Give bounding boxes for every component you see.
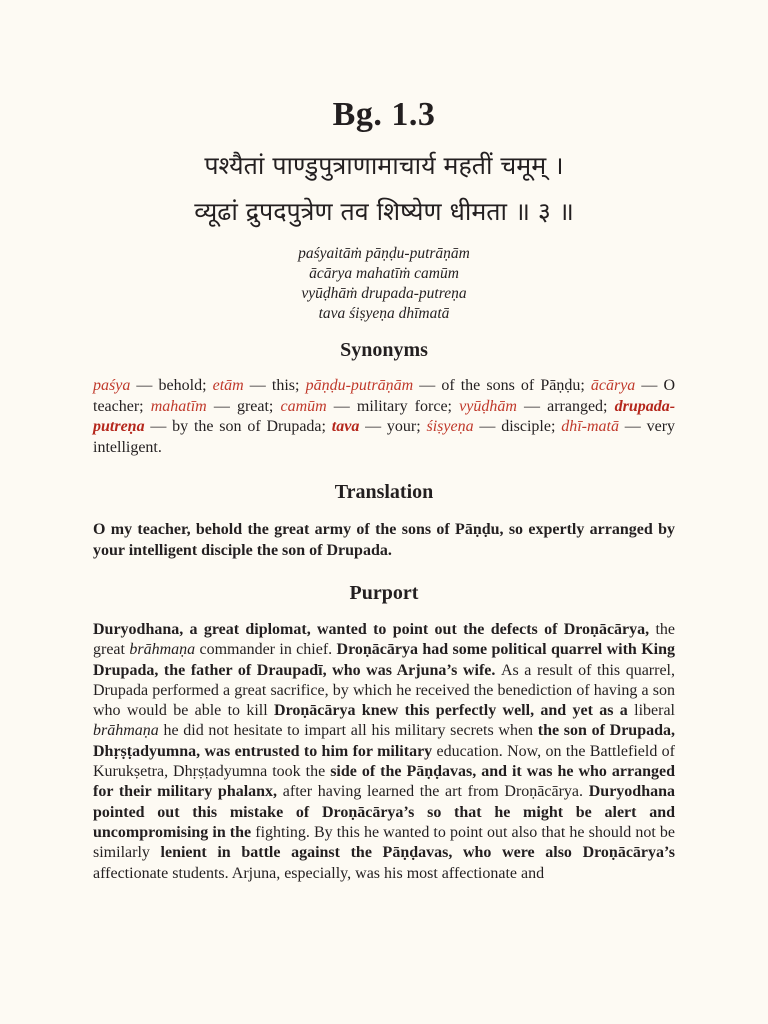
synonyms-heading: Synonyms xyxy=(340,339,428,361)
synonym-entry: dhī-matā — very intelligent. xyxy=(93,418,676,456)
synonym-entry: śiṣyeṇa — disciple; xyxy=(426,418,556,435)
purport-text-run: the son of Drupada, Dhṛṣṭadyumna, was entrusted to him for military xyxy=(93,722,675,760)
synonym-meaning: this; xyxy=(271,377,300,394)
synonym-meaning: military force; xyxy=(356,397,452,415)
synonyms-paragraph xyxy=(93,376,675,458)
purport-text-run: fighting. By this he wanted to point out also that he should not be similarly xyxy=(93,823,676,862)
synonym-word: pāṇḍu-putrāṇām xyxy=(305,377,414,394)
purport-text-run: side of the Pāṇḍavas, and it was he who arranged for their military phalanx, xyxy=(93,763,676,801)
purport-text-run: lenient in battle against the Pāṇḍavas, who were also Droṇācārya’s xyxy=(160,844,675,862)
synonym-word: dhī-matā xyxy=(561,418,619,435)
synonym-word: drupada-putreṇa xyxy=(93,397,676,435)
devanagari-line-2: व्यूढां द्रुपदपुत्रेण तव शिष्येण धीमता ॥ ३ ॥ xyxy=(194,197,574,226)
synonym-entry: vyūḍhām — arranged; xyxy=(459,397,608,415)
purport-text-run: the great xyxy=(93,621,675,659)
synonym-meaning: by the son of Drupada; xyxy=(172,418,326,435)
purport-text-run: education. Now, on the Battlefield of Kurukṣetra, Dhṛṣṭadyumna took the xyxy=(93,742,676,781)
transliteration-line: tava śiṣyeṇa dhīmatā xyxy=(318,305,450,322)
purport-text-run: commander in chief. xyxy=(195,641,337,659)
purport-text-run: brāhmaṇa xyxy=(129,641,196,659)
synonym-entry: ācārya — O teacher; xyxy=(93,377,676,415)
purport-text-run: Duryodhana, a great diplomat, wanted to point out the defects of Droṇācārya, xyxy=(93,621,656,638)
synonym-entry: camūm — military force; xyxy=(280,397,452,415)
synonym-word: ācārya xyxy=(590,377,636,394)
purport-text-run: As a result of this quarrel, Drupada performed a great sacrifice, by which he received the benediction of having a son who would be able to kill xyxy=(93,661,675,720)
synonym-meaning: very intelligent. xyxy=(93,418,676,456)
synonym-meaning: of the sons of Pāṇḍu; xyxy=(441,377,585,394)
translation-text: O my teacher, behold the great army of the sons of Pāṇḍu, so expertly arranged by your intelligent disciple the son of Drupada. xyxy=(93,521,675,559)
synonym-meaning: O teacher; xyxy=(93,377,676,415)
synonym-entry: etām — this; xyxy=(212,377,300,394)
transliteration-block xyxy=(93,244,675,324)
synonym-meaning: your; xyxy=(386,418,421,435)
translation-heading: Translation xyxy=(334,481,434,503)
synonym-word: paśya xyxy=(93,377,131,394)
purport-text-run: he did not hesitate to impart all his military secrets when xyxy=(158,722,538,740)
purport-text-run: Droṇācārya knew this perfectly well, and yet as a xyxy=(274,702,635,720)
purport-heading: Purport xyxy=(349,582,419,604)
transliteration-line: ācārya mahatīṁ camūm xyxy=(309,265,459,282)
synonym-word: tava xyxy=(331,418,360,435)
purport-text-run: after having learned the art from Droṇācārya. xyxy=(282,783,589,801)
purport-text-run: liberal xyxy=(634,702,675,720)
synonym-meaning: disciple; xyxy=(501,418,556,435)
synonym-entry: paśya — behold; xyxy=(93,377,207,394)
synonym-meaning: behold; xyxy=(158,377,207,394)
devanagari-line-1: पश्यैतां पाण्डुपुत्राणामाचार्य महतीं चमूम् । xyxy=(204,151,564,180)
synonym-meaning: arranged; xyxy=(547,397,608,415)
synonym-word: etām xyxy=(212,377,244,394)
purport-text-run: Droṇācārya had some political quarrel with King Drupada, the father of Draupadī, who was Arjuna’s wife. xyxy=(93,641,675,679)
synonym-word: vyūḍhām xyxy=(459,397,517,415)
synonym-meaning: great; xyxy=(236,397,274,415)
synonym-word: camūm xyxy=(280,397,327,415)
synonym-entry: tava — your; xyxy=(331,418,421,435)
transliteration-line: paśyaitāṁ pāṇḍu-putrāṇām xyxy=(298,245,470,262)
purport-text-run: brāhmaṇa xyxy=(93,722,159,740)
synonym-word: śiṣyeṇa xyxy=(426,418,474,435)
purport-text-run: Duryodhana pointed out this mistake of Droṇācārya’s so that he might be alert and uncompromising in the xyxy=(93,783,675,841)
synonym-word: mahatīm xyxy=(150,397,207,415)
synonym-entry: pāṇḍu-putrāṇām — of the sons of Pāṇḍu; xyxy=(305,377,585,394)
transliteration-line: vyūḍhāṁ drupada-putreṇa xyxy=(301,285,467,302)
synonym-entry: mahatīm — great; xyxy=(150,397,274,415)
synonym-entry: drupada-putreṇa — by the son of Drupada; xyxy=(93,397,676,435)
purport-text-run: affectionate students. Arjuna, especially, was his most affectionate and xyxy=(93,864,545,882)
verse-number-heading: Bg. 1.3 xyxy=(332,96,436,133)
purport-paragraph xyxy=(93,620,675,884)
